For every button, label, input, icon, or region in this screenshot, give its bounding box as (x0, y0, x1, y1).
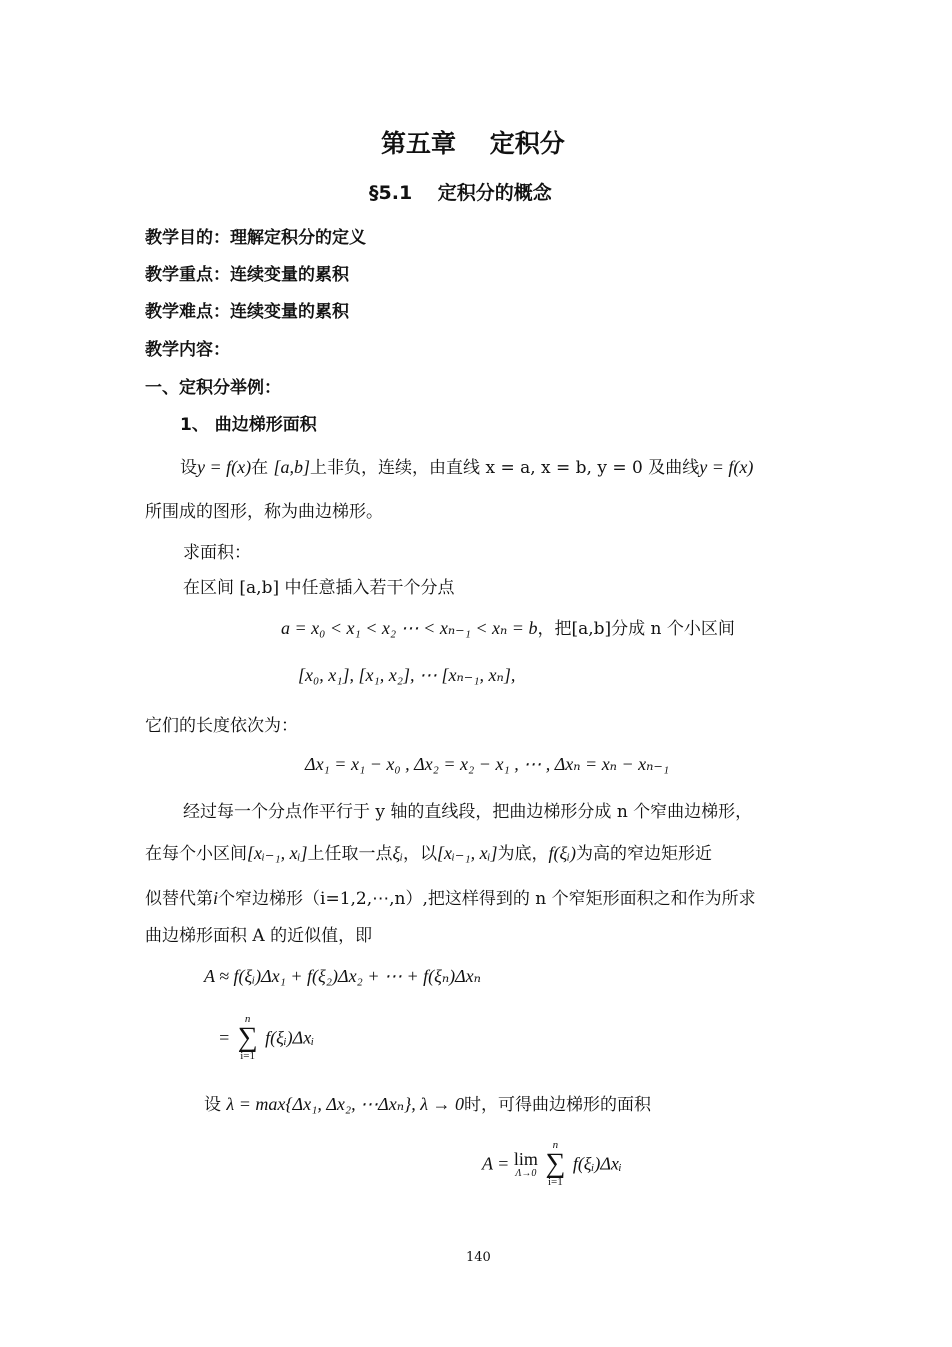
eq1-math: a = x₀ < x₁ < x₂ ⋯ < xₙ₋₁ < xₙ = b (281, 618, 538, 638)
sub1-heading: 1、 曲边梯形面积 (180, 415, 317, 435)
eq6-body: f(ξᵢ)Δxᵢ (572, 1153, 622, 1174)
p5-text-e: 为高的窄边矩形近 (576, 844, 713, 864)
eq1-tail: ，把[a,b]分成 n 个小区间 (537, 619, 735, 639)
eq5-sigma (238, 1014, 258, 1062)
p6-math: λ = max{Δx₁, Δx₂, ⋯Δxₙ}, λ → 0 (226, 1094, 465, 1114)
p5-interval-1: [xᵢ₋₁, xᵢ] (247, 843, 308, 863)
equation-approx: A ≈ f(ξᵢ)Δx₁ + f(ξ₂)Δx₂ + ⋯ + f(ξₙ)Δxₙ (204, 966, 481, 986)
part1-heading: 一、定积分举例： (145, 378, 281, 398)
paragraph-5-line-4: 曲边梯形面积 A 的近似值，即 (145, 926, 373, 946)
eq5-sigma-sign: ∑ (237, 1022, 258, 1053)
eq5-sigma-bottom: i=1 (240, 1050, 256, 1062)
chapter-title: 第五章 定积分 (381, 129, 565, 158)
p1-text-c: 上非负，连续，由直线 x = a, x = b, y = 0 及曲线 (310, 458, 700, 478)
teaching-content-label: 教学内容： (145, 340, 230, 360)
section-title: §5.1 定积分的概念 (369, 182, 552, 204)
p5-xi: ξᵢ (392, 843, 404, 863)
p1-text-a: 设 (180, 458, 197, 478)
paragraph-1-line-2: 所围成的图形，称为曲边梯形。 (145, 502, 383, 522)
p5-text-d: 为底， (497, 844, 549, 864)
eq6-lim-word: lim (513, 1149, 538, 1169)
paragraph-5-line-3 (145, 884, 756, 909)
eq6-lim-sub: Λ→0 (515, 1168, 537, 1179)
teaching-objective: 教学目的：理解定积分的定义 (145, 228, 366, 248)
eq6-lim (514, 1149, 538, 1179)
equation-partition (281, 614, 735, 639)
eq6-sigma (545, 1140, 565, 1188)
p1-function-2: y = f(x) (699, 457, 754, 477)
eq5-body: f(ξᵢ)Δxᵢ (265, 1027, 315, 1048)
p6-text-a: 设 (204, 1095, 221, 1115)
p5-line3-i: i (213, 888, 219, 908)
p5-interval-2: [xᵢ₋₁, xᵢ] (437, 843, 498, 863)
p5-text-a: 在每个小区间 (145, 844, 247, 864)
p5-line3-b: 个窄边梯形（i=1,2,⋯,n）,把这样得到的 n 个窄矩形面积之和作为所求 (218, 889, 756, 909)
p5-line3-a: 似替代第 (145, 889, 213, 909)
eq6-lhs: A = (482, 1153, 510, 1174)
paragraph-1-line-1 (180, 453, 753, 478)
paragraph-2: 求面积： (183, 543, 251, 563)
paragraph-5-line-2 (145, 839, 712, 864)
page-number: 140 (466, 1250, 491, 1265)
eq6-sigma-bottom: i=1 (547, 1176, 563, 1188)
p1-interval: [a,b] (273, 457, 311, 477)
p5-text-b: 上任取一点 (307, 844, 393, 864)
eq5-equals: = (218, 1027, 231, 1048)
equation-subintervals: [x₀, x₁], [x₁, x₂], ⋯ [xₙ₋₁, xₙ], (298, 665, 516, 685)
eq5-sigma-top: n (244, 1013, 251, 1025)
equation-limit (482, 1140, 622, 1188)
p1-function: y = f(x) (197, 457, 252, 477)
eq6-sigma-sign: ∑ (545, 1148, 566, 1179)
paragraph-6 (204, 1090, 651, 1115)
paragraph-3: 在区间 [a,b] 中任意插入若干个分点 (183, 578, 455, 598)
paragraph-5-line-1: 经过每一个分点作平行于 y 轴的直线段，把曲边梯形分成 n 个窄曲边梯形， (183, 802, 753, 822)
p1-text-b: 在 (251, 458, 269, 478)
eq6-sigma-top: n (552, 1139, 559, 1151)
teaching-key-point: 教学重点：连续变量的累积 (145, 265, 349, 285)
equation-sum (218, 1014, 314, 1062)
teaching-difficulty: 教学难点：连续变量的累积 (145, 302, 349, 322)
p6-text-b: 时，可得曲边梯形的面积 (464, 1095, 652, 1115)
p5-text-c: ，以 (403, 844, 438, 864)
equation-lengths: Δx₁ = x₁ − x₀ , Δx₂ = x₂ − x₁ , ⋯ , Δxₙ = xₙ − xₙ₋₁ (305, 754, 670, 774)
p5-f-xi: f(ξᵢ) (548, 843, 577, 863)
paragraph-4: 它们的长度依次为： (145, 716, 298, 736)
